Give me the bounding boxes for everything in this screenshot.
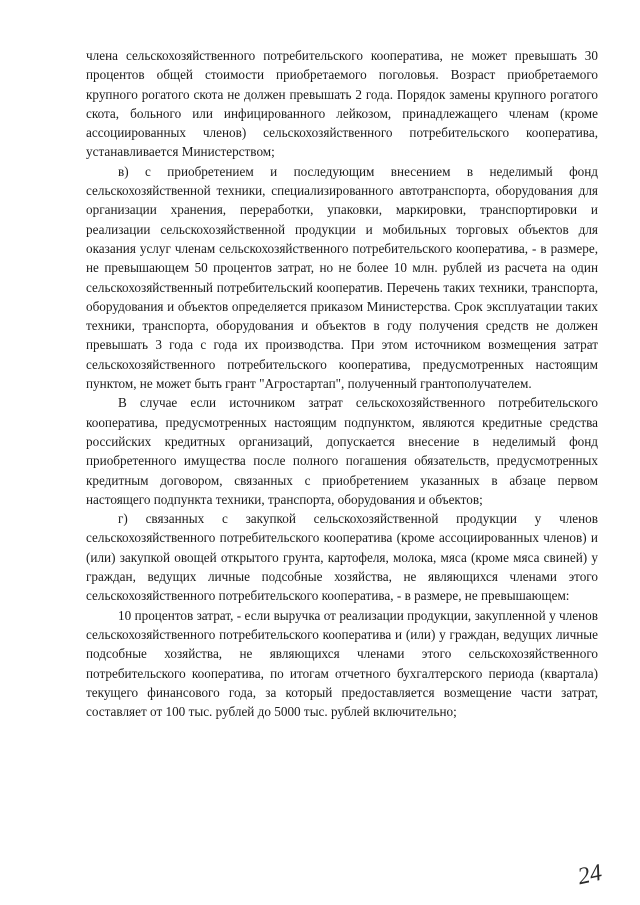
- paragraph-subitem-v: в) с приобретением и последующим внесением в неделимый фонд сельскохозяйственной техники, специализированного автотранспорта, оборудования для организации хранения, переработки, упаковки, маркировки, транспортировки и реализации сельскохозяйственной продукции и мобильных торговых объектов для оказания услуг членам сельскохозяйственного потребительского кооператива, - в размере, не превышающем 50 процентов затрат, но не более 10 млн. рублей из расчета на один сельскохозяйственный потребительский кооператив. Перечень таких техники, транспорта, оборудования и объектов определяется приказом Министерства. Срок эксплуатации таких техники, транспорта, оборудования и объектов в году получения средств не должен превышать 3 года с года их производства. При этом источником возмещения затрат сельскохозяйственного потребительского кооператива, предусмотренных настоящим пунктом, не может быть грант "Агростартап", полученный грантополучателем.: [86, 163, 598, 392]
- document-body: [86, 46, 598, 721]
- paragraph-subitem-g: г) связанных с закупкой сельскохозяйственной продукции у членов сельскохозяйственного потребительского кооператива (кроме ассоциированных членов) и (или) закупкой овощей открытого грунта, картофеля, молока, мяса (кроме мяса свиней) у граждан, ведущих личные подсобные хозяйства, не являющихся членами этого сельскохозяйственного потребительского кооператива, - в размере, не превышающем:: [86, 511, 598, 604]
- paragraph-continuation: члена сельскохозяйственного потребительского кооператива, не может превышать 30 процентов общей стоимости приобретаемого поголовья. Возраст приобретаемого крупного рогатого скота не должен превышать 2 года. Порядок замены крупного рогатого скота, больного или инфицированного лейкозом, принадлежащего членам (кроме ассоциированных членов) сельскохозяйственного потребительского кооператива, устанавливается Министерством;: [86, 48, 598, 160]
- paragraph-ten-percent: 10 процентов затрат, - если выручка от реализации продукции, закупленной у членов сельскохозяйственного потребительского кооператива и (или) у граждан, ведущих личные подсобные хозяйства, не являющихся членами этого сельскохозяйственного потребительского кооператива, по итогам отчетного бухгалтерского периода (квартала) текущего финансового года, за который предоставляется возмещение части затрат, составляет от 100 тыс. рублей до 5000 тыс. рублей включительно;: [86, 607, 598, 720]
- page-number: 24: [575, 859, 605, 891]
- paragraph-credit-case: В случае если источником затрат сельскохозяйственного потребительского кооператива, предусмотренных настоящим подпунктом, являются кредитные средства российских кредитных организаций, допускается внесение в неделимый фонд приобретенного имущества после полного погашения обязательств, предусмотренных кредитным договором, связанных с приобретением указанных в абзаце первом настоящего подпункта техники, транспорта, оборудования и объектов;: [86, 395, 598, 507]
